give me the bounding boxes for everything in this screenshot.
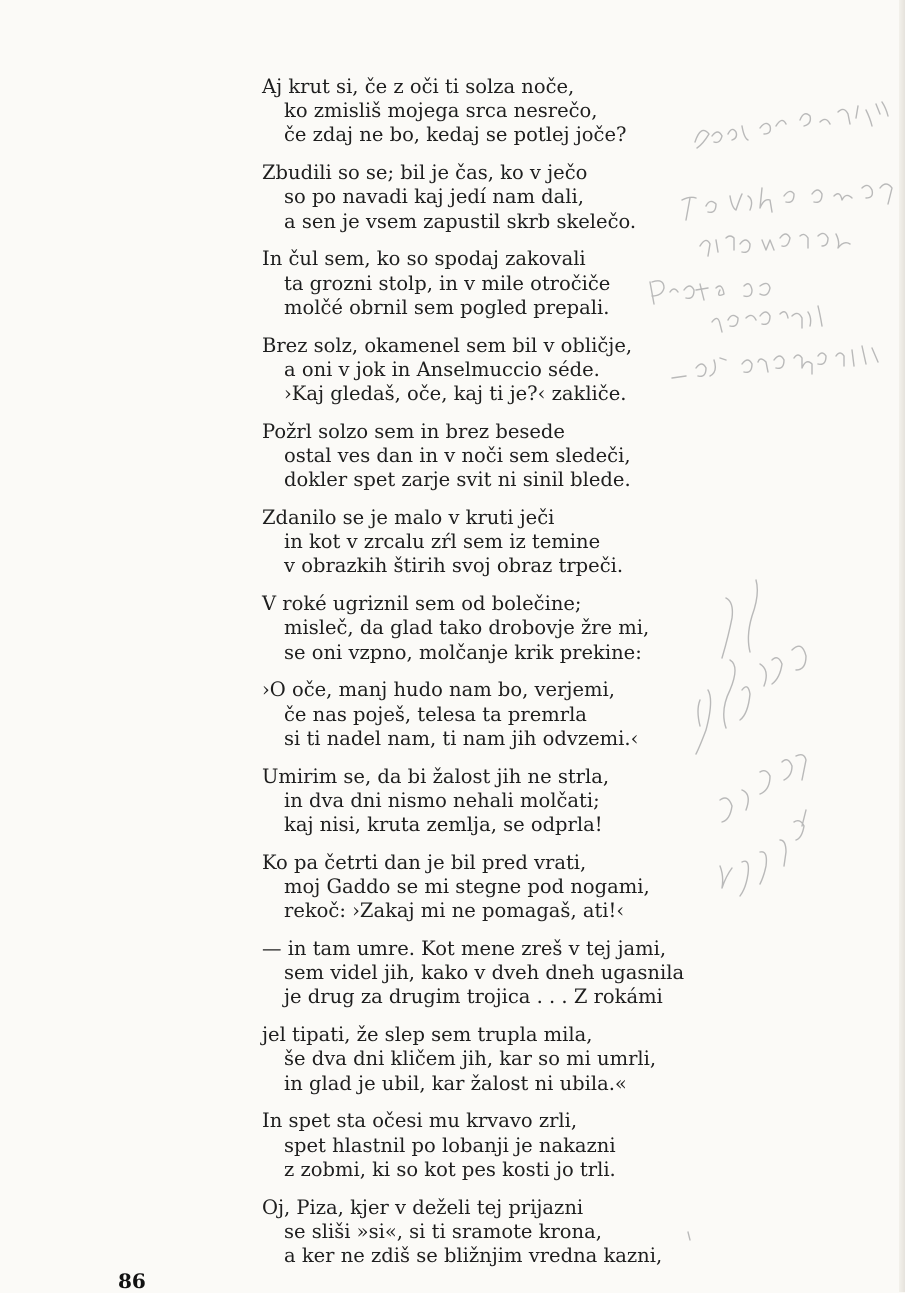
poem-line: dokler spet zarje svit ni sinil blede. — [284, 468, 631, 492]
poem-line: Ko pa četrti dan je bil pred vrati, — [262, 850, 587, 874]
poem-line: misleč, da glad tako drobovje žre mi, — [284, 616, 650, 640]
poem-line: jel tipati, že slep sem trupla mila, — [262, 1023, 593, 1047]
poem-line: se sliši »si«, si ti sramote krona, — [284, 1219, 602, 1243]
poem-line: in dva dni nismo nehali molčati; — [284, 788, 600, 812]
poem-line: ›Kaj gledaš, oče, kaj ti je?‹ zakliče. — [284, 382, 627, 406]
poem-line: in kot v zrcalu zŕl sem iz temine — [284, 530, 601, 554]
poem-line: Zbudili so se; bil je čas, ko v ječo — [262, 161, 588, 185]
poem-line: Požrl solzo sem in brez besede — [262, 419, 565, 443]
poem-line: a ker ne zdiš se bližnjim vredna kazni, — [284, 1244, 663, 1268]
poem-line: a oni v jok in Anselmuccio séde. — [284, 357, 600, 381]
poem-line: a sen je vsem zapustil skrb skelečo. — [284, 209, 637, 233]
poem-line: ko zmisliš mojega srca nesrečo, — [284, 99, 598, 123]
poem-line: V roké ugriznil sem od bolečine; — [262, 592, 582, 616]
poem-line: ta grozni stolp, in v mile otročiče — [284, 271, 611, 295]
poem-line: z zobmi, ki so kot pes kosti jo trli. — [284, 1157, 616, 1181]
poem-line: rekoč: ›Zakaj mi ne pomagaš, ati!‹ — [284, 899, 625, 923]
poem-line: če zdaj ne bo, kedaj se potlej joče? — [284, 123, 627, 147]
poem-line: spet hlastnil po lobanji je nakazni — [284, 1133, 616, 1157]
poem-line: in glad je ubil, kar žalost ni ubila.« — [284, 1071, 627, 1095]
poem-line: se oni vzpno, molčanje krik prekine: — [284, 640, 642, 664]
poem-line: sem videl jih, kako v dveh dneh ugasnila — [284, 961, 685, 985]
poem-line: In čul sem, ko so spodaj zakovali — [262, 247, 586, 271]
poem-line: molčé obrnil sem pogled prepali. — [284, 295, 610, 319]
poem-line: ostal ves dan in v noči sem sledeči, — [284, 444, 631, 468]
poem-line: Brez solz, okamenel sem bil v obličje, — [262, 333, 633, 357]
poem-line: ›O oče, manj hudo nam bo, verjemi, — [262, 678, 615, 702]
poem-line: še dva dni kličem jih, kar so mi umrli, — [284, 1047, 657, 1071]
poem-line: Zdanilo se je malo v kruti ječi — [262, 506, 555, 530]
poem-line: so po navadi kaj jedí nam dali, — [284, 185, 584, 209]
poem-line: kaj nisi, kruta zemlja, se odprla! — [284, 813, 603, 837]
poem-line: Umirim se, da bi žalost jih ne strla, — [262, 764, 610, 788]
page-number: 86 — [118, 1269, 146, 1293]
poem-line: — in tam umre. Kot mene zreš v tej jami, — [262, 937, 667, 961]
poem-line: Oj, Piza, kjer v deželi tej prijazni — [262, 1195, 584, 1219]
poem-line: In spet sta očesi mu krvavo zrli, — [262, 1109, 578, 1133]
poem-line: si ti nadel nam, ti nam jih odvzemi.‹ — [284, 726, 639, 750]
poem-line: v obrazkih štirih svoj obraz trpeči. — [284, 554, 624, 578]
poem-line: če nas poješ, telesa ta premrla — [284, 702, 587, 726]
poem-line: moj Gaddo se mi stegne pod nogami, — [284, 875, 650, 899]
poem-line: je drug za drugim trojica . . . Z rokámi — [284, 985, 663, 1009]
poem-line: Aj krut si, če z oči ti solza noče, — [262, 75, 575, 98]
